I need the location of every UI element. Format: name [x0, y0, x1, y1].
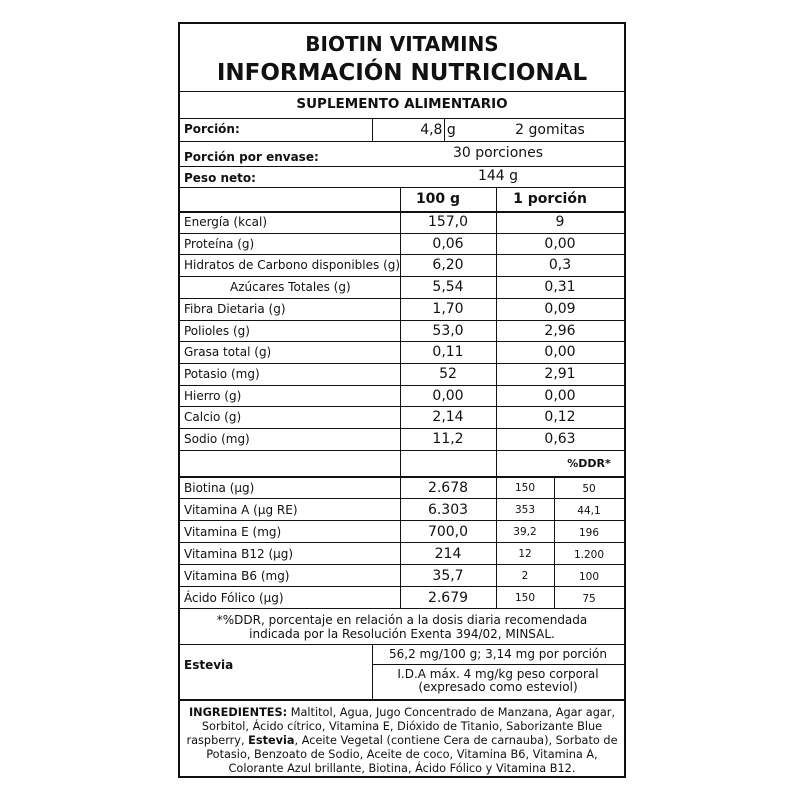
portions-per-pack-label: Porción por envase: — [184, 150, 319, 164]
nutrient-per100: 2,14 — [432, 409, 464, 426]
divider — [180, 542, 624, 543]
nutrient-label: Calcio (g) — [184, 410, 242, 425]
divider — [180, 233, 624, 234]
nutrient-label: Energía (kcal) — [184, 215, 268, 229]
nutrient-label: Proteína (g) — [184, 236, 255, 251]
divider — [180, 254, 624, 255]
divider — [180, 187, 624, 188]
nutrient-per100: 11,2 — [432, 431, 464, 447]
nutrient-label: Hierro (g) — [184, 388, 242, 403]
nutrient-per100: 1,70 — [432, 300, 464, 317]
divider — [180, 91, 624, 92]
nutrient-portion: 0,3 — [548, 257, 572, 274]
nutrient-per100: 157,0 — [427, 214, 469, 230]
vitamin-ddr: 75 — [582, 593, 596, 605]
divider — [180, 520, 624, 521]
nutrient-portion: 9 — [555, 214, 565, 230]
nutrient-per100: 0,06 — [432, 235, 464, 252]
ddr-note-line2: indicada por la Resolución Exenta 394/02, MINSAL. — [249, 627, 555, 641]
nutrient-portion: 0,00 — [544, 387, 576, 404]
nutrient-portion: 0,09 — [544, 300, 576, 317]
nutrient-label: Hidratos de Carbono disponibles (g) — [184, 258, 401, 273]
nutrient-per100: 0,11 — [432, 344, 464, 361]
net-weight-value: 144 g — [477, 168, 519, 184]
divider — [180, 276, 624, 277]
divider — [180, 586, 624, 587]
portion-label: Porción: — [184, 122, 240, 136]
nutrient-per100: 5,54 — [432, 279, 464, 296]
divider — [180, 211, 624, 213]
nutrient-portion: 0,63 — [544, 431, 576, 447]
stevia-label: Estevia — [184, 658, 234, 672]
nutrient-per100: 52 — [439, 365, 457, 382]
vitamin-label: Vitamina A (µg RE) — [184, 503, 298, 517]
vitamin-label: Vitamina B12 (µg) — [184, 547, 294, 561]
vitamin-ddr: 100 — [578, 571, 600, 583]
nutrient-label: Polioles (g) — [184, 323, 250, 338]
nutrient-per100: 53,0 — [432, 322, 464, 339]
nutrition-label — [178, 22, 626, 778]
vitamin-portion: 150 — [514, 592, 536, 604]
divider — [444, 118, 445, 141]
ingredients-heading: INGREDIENTES: — [188, 706, 288, 719]
ingredients-part1: Maltitol, Agua, Jugo Concentrado de Manzana, Agar agar, Sorbitol, Ácido cítrico, Vitamina E, Dióxido de Titanio, Saborizante Blue raspberry, — [186, 706, 616, 747]
nutrient-label: Potasio (mg) — [184, 366, 260, 381]
nutrient-label: Sodio (mg) — [184, 432, 250, 446]
vitamin-label: Biotina (µg) — [184, 481, 255, 495]
product-title: BIOTIN VITAMINS — [305, 32, 499, 56]
vitamin-per100: 35,7 — [432, 568, 464, 584]
nutrient-label: Fibra Dietaria (g) — [184, 301, 286, 316]
nutrient-portion: 0,31 — [544, 279, 576, 296]
nutrient-portion: 2,96 — [544, 322, 576, 339]
stevia-ida-note: (expresado como esteviol) — [418, 680, 578, 694]
vitamin-portion: 12 — [518, 548, 532, 560]
portions-per-pack-value: 30 porciones — [452, 145, 544, 161]
vitamin-ddr: 50 — [582, 483, 596, 495]
vitamin-per100: 6.303 — [427, 502, 469, 518]
nutrition-heading: INFORMACIÓN NUTRICIONAL — [216, 60, 588, 86]
nutrient-label: Azúcares Totales (g) — [230, 280, 351, 295]
nutrient-per100: 0,00 — [432, 387, 464, 404]
ingredients-bold-stevia: Estevia — [248, 734, 295, 747]
vitamin-per100: 2.679 — [427, 590, 469, 606]
divider — [180, 644, 624, 645]
divider — [372, 118, 373, 141]
divider — [400, 187, 401, 608]
divider — [180, 166, 624, 167]
vitamin-label: Vitamina B6 (mg) — [184, 569, 290, 583]
divider — [180, 385, 624, 386]
vitamin-portion: 353 — [514, 504, 536, 516]
divider — [180, 406, 624, 407]
portion-grams: 4,8 g — [420, 122, 456, 138]
ingredients-part2: , Aceite Vegetal (contiene Cera de carnauba), Sorbato de Potasio, Benzoato de Sodio, Aceite de coco, Vitamina B6, Vitamina A, Colorante Azul brillante, Biotina, Ácido Fólico y Vitamina B12. — [206, 734, 618, 775]
divider — [180, 428, 624, 429]
portion-units: 2 gomitas — [515, 122, 585, 138]
vitamin-label: Ácido Fólico (µg) — [184, 591, 284, 605]
vitamin-ddr: 1.200 — [573, 549, 605, 561]
vitamin-label: Vitamina E (mg) — [184, 525, 282, 539]
vitamin-per100: 700,0 — [427, 524, 469, 540]
ingredients-text — [186, 706, 618, 776]
divider — [180, 141, 624, 142]
col-header-100g: 100 g — [415, 191, 461, 207]
ddr-note-line1: *%DDR, porcentaje en relación a la dosis diaria recomendada — [216, 613, 588, 627]
divider — [180, 450, 624, 451]
divider — [180, 341, 624, 342]
vitamin-portion: 2 — [521, 570, 529, 582]
divider — [180, 564, 624, 565]
divider — [180, 699, 624, 701]
col-header-ddr: %DDR* — [567, 457, 611, 470]
divider — [180, 320, 624, 321]
vitamin-portion: 39,2 — [513, 526, 537, 538]
nutrient-portion: 0,00 — [544, 235, 576, 252]
divider — [180, 476, 624, 478]
vitamin-ddr: 44,1 — [577, 505, 601, 517]
vitamin-portion: 150 — [514, 482, 536, 494]
col-header-portion: 1 porción — [513, 191, 587, 207]
divider — [180, 363, 624, 364]
divider — [496, 187, 497, 608]
nutrient-per100: 6,20 — [432, 257, 464, 274]
vitamin-per100: 214 — [434, 546, 462, 562]
nutrient-portion: 0,12 — [544, 409, 576, 426]
vitamin-ddr: 196 — [578, 527, 600, 539]
stevia-ida: I.D.A máx. 4 mg/kg peso corporal — [397, 667, 599, 681]
vitamin-per100: 2.678 — [427, 480, 469, 496]
divider — [372, 664, 624, 665]
nutrient-label: Grasa total (g) — [184, 345, 272, 360]
divider — [180, 608, 624, 609]
net-weight-label: Peso neto: — [184, 171, 256, 185]
nutrient-portion: 0,00 — [544, 344, 576, 361]
nutrient-portion: 2,91 — [544, 365, 576, 382]
supplement-label: SUPLEMENTO ALIMENTARIO — [296, 96, 508, 112]
stevia-amount: 56,2 mg/100 g; 3,14 mg por porción — [389, 647, 607, 661]
divider — [554, 476, 555, 608]
divider — [180, 298, 624, 299]
divider — [180, 118, 624, 119]
divider — [180, 498, 624, 499]
